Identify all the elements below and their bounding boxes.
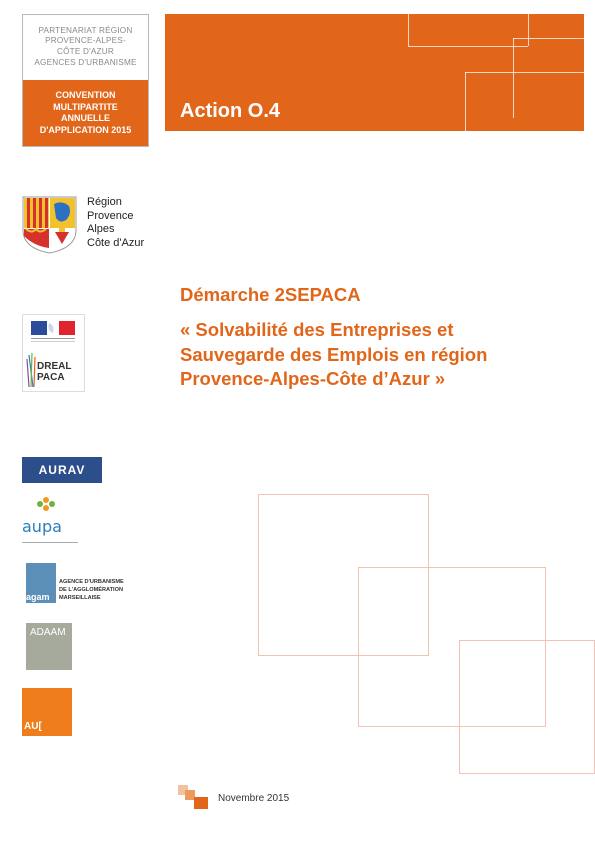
subtitle-line: « Solvabilité des Entreprises et — [180, 319, 454, 340]
dreal-logo — [22, 314, 85, 392]
partner-line: PROVENCE-ALPES- — [45, 36, 126, 46]
region-line: Côte d'Azur — [87, 236, 145, 249]
convention-line: CONVENTION — [55, 90, 116, 100]
subtitle-line: Provence-Alpes-Côte d’Azur » — [180, 368, 446, 389]
region-line: Région — [87, 196, 122, 208]
aupa-label: aupa — [22, 517, 62, 536]
region-name — [87, 196, 144, 250]
aurav-logo: AURAV — [22, 457, 102, 483]
partnership-box — [22, 14, 149, 147]
decorative-square — [459, 640, 595, 774]
partner-line: AGENCES D'URBANISME — [34, 57, 137, 67]
agam-name: AGENCE D'URBANISME DE L'AGGLOMÉRATION MARSEILLAISE — [59, 579, 124, 601]
adaam-label: ADAAM — [30, 627, 66, 638]
document-subtitle — [180, 318, 580, 392]
region-line: Provence — [87, 209, 134, 222]
action-title: Action O.4 — [180, 100, 281, 122]
partnership-label — [23, 15, 148, 79]
region-line: Alpes — [87, 223, 115, 235]
subtitle-line: Sauvegarde des Emplois en région — [180, 343, 488, 365]
partner-line: PARTENARIAT RÉGION — [38, 25, 133, 35]
convention-line: D'APPLICATION 2015 — [39, 124, 132, 135]
dreal-label: DREAL — [37, 361, 72, 372]
partner-line: CÔTE D'AZUR — [57, 47, 114, 56]
convention-line: ANNUELLE — [61, 113, 110, 123]
action-banner — [165, 14, 584, 131]
agam-label: agam — [26, 592, 50, 602]
document-heading: Démarche 2SEPACA — [180, 284, 361, 305]
convention-line: MULTIPARTITE — [53, 101, 118, 112]
publication-date: Novembre 2015 — [218, 793, 290, 804]
aud-label: AU[ — [24, 721, 42, 732]
dreal-label: PACA — [37, 372, 65, 383]
footer-squares-icon — [178, 785, 210, 809]
convention-label — [23, 80, 148, 146]
region-shield-logo — [22, 196, 77, 254]
